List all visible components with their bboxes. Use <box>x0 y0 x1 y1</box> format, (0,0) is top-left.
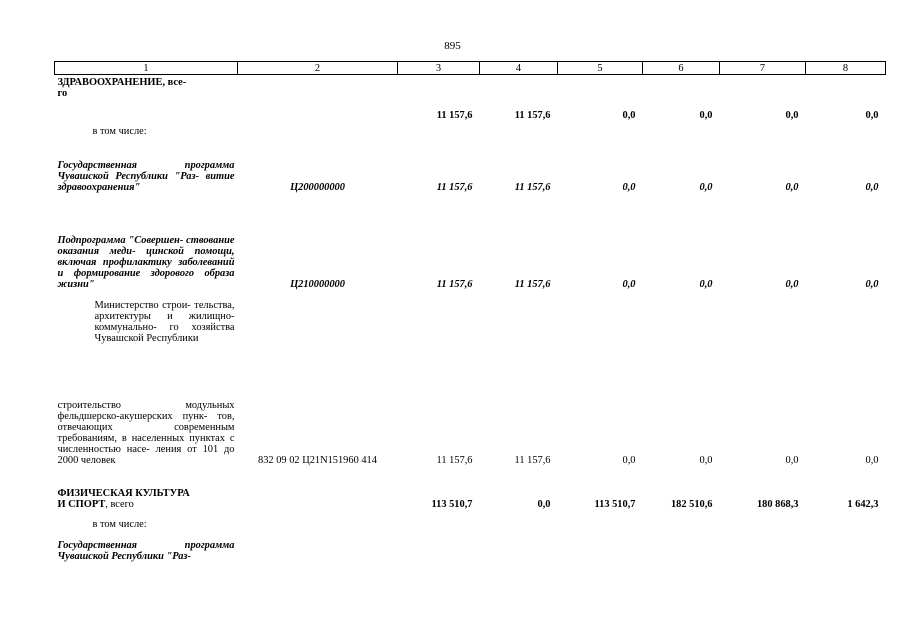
row-description: в том числе: <box>92 519 147 530</box>
row-value: 11 157,6 <box>436 454 473 466</box>
row-code <box>238 75 398 121</box>
row-value: 0,0 <box>699 109 713 121</box>
table-row <box>55 510 886 540</box>
row-code: Ц210000000 <box>290 278 345 290</box>
row-value: 113 510,7 <box>431 498 473 510</box>
row-code: Ц200000000 <box>290 181 345 193</box>
column-header: 1 <box>55 62 238 75</box>
row-value: 0,0 <box>865 278 879 290</box>
table-row <box>55 143 886 193</box>
row-code: 832 09 02 Ц21N151960 414 <box>258 454 377 466</box>
column-header: 6 <box>643 62 720 75</box>
row-description: в том числе: <box>92 126 147 137</box>
row-value: 0,0 <box>699 278 713 290</box>
row-value: 0,0 <box>865 181 879 193</box>
row-value: 11 157,6 <box>436 278 473 290</box>
row-value: 0,0 <box>537 498 551 510</box>
row-value: 0,0 <box>622 454 636 466</box>
table-row <box>55 466 886 510</box>
column-header: 2 <box>238 62 398 75</box>
row-description: Государственная программа Чувашской Республики "Раз- <box>57 539 235 562</box>
page-number: 895 <box>444 40 461 52</box>
row-value: 180 868,3 <box>756 498 799 510</box>
row-value: 0,0 <box>785 109 799 121</box>
column-header: 4 <box>480 62 558 75</box>
table-row <box>55 193 886 290</box>
row-value: 11 157,6 <box>514 109 551 121</box>
row-value: 182 510,6 <box>670 498 713 510</box>
row-description: Министерство строи- тельства, архитектуры и жилищно-коммунально- го хозяйства Чувашской Республики <box>94 299 235 344</box>
row-value: 113 510,7 <box>594 498 636 510</box>
row-description: Подпрограмма "Совершен- ствование оказания меди- цинской помощи, включая профилактику заболеваний и формирование здорового образа жизни" <box>57 234 235 290</box>
budget-table <box>54 61 886 566</box>
column-header: 7 <box>720 62 806 75</box>
row-value: 0,0 <box>865 454 879 466</box>
row-description: строительство модульных фельдшерско-акушерских пунк- тов, отвечающих современным требованиям, в населенных пунктах с численностью насе- ления от 101 до 2000 человек <box>57 399 235 466</box>
row-value: 0,0 <box>699 454 713 466</box>
table-header-row <box>55 62 886 75</box>
table-row <box>55 121 886 143</box>
table-row <box>55 75 886 121</box>
row-value: 0,0 <box>785 181 799 193</box>
row-value: 0,0 <box>785 454 799 466</box>
row-description: ЗДРАВООХРАНЕНИЕ, все- го <box>57 77 187 99</box>
row-description: Государственная программа Чувашской Республики "Раз- витие здравоохранения" <box>57 159 235 193</box>
row-value: 0,0 <box>622 109 636 121</box>
row-value: 11 157,6 <box>514 181 551 193</box>
table-row <box>55 540 886 566</box>
row-value: 0,0 <box>622 278 636 290</box>
row-value: 0,0 <box>699 181 713 193</box>
row-description: ФИЗИЧЕСКАЯ КУЛЬТУРА И СПОРТ, всего <box>57 487 190 510</box>
row-value: 11 157,6 <box>514 454 551 466</box>
row-value: 11 157,6 <box>436 181 473 193</box>
row-value: 0,0 <box>622 181 636 193</box>
table-row <box>55 290 886 378</box>
table-row <box>55 378 886 466</box>
column-header: 8 <box>806 62 886 75</box>
row-value: 11 157,6 <box>514 278 551 290</box>
column-header: 5 <box>558 62 643 75</box>
row-value: 0,0 <box>865 109 879 121</box>
row-value: 11 157,6 <box>436 109 473 121</box>
row-value: 0,0 <box>785 278 799 290</box>
row-code <box>238 466 398 510</box>
column-header: 3 <box>398 62 480 75</box>
row-value: 1 642,3 <box>847 498 879 510</box>
